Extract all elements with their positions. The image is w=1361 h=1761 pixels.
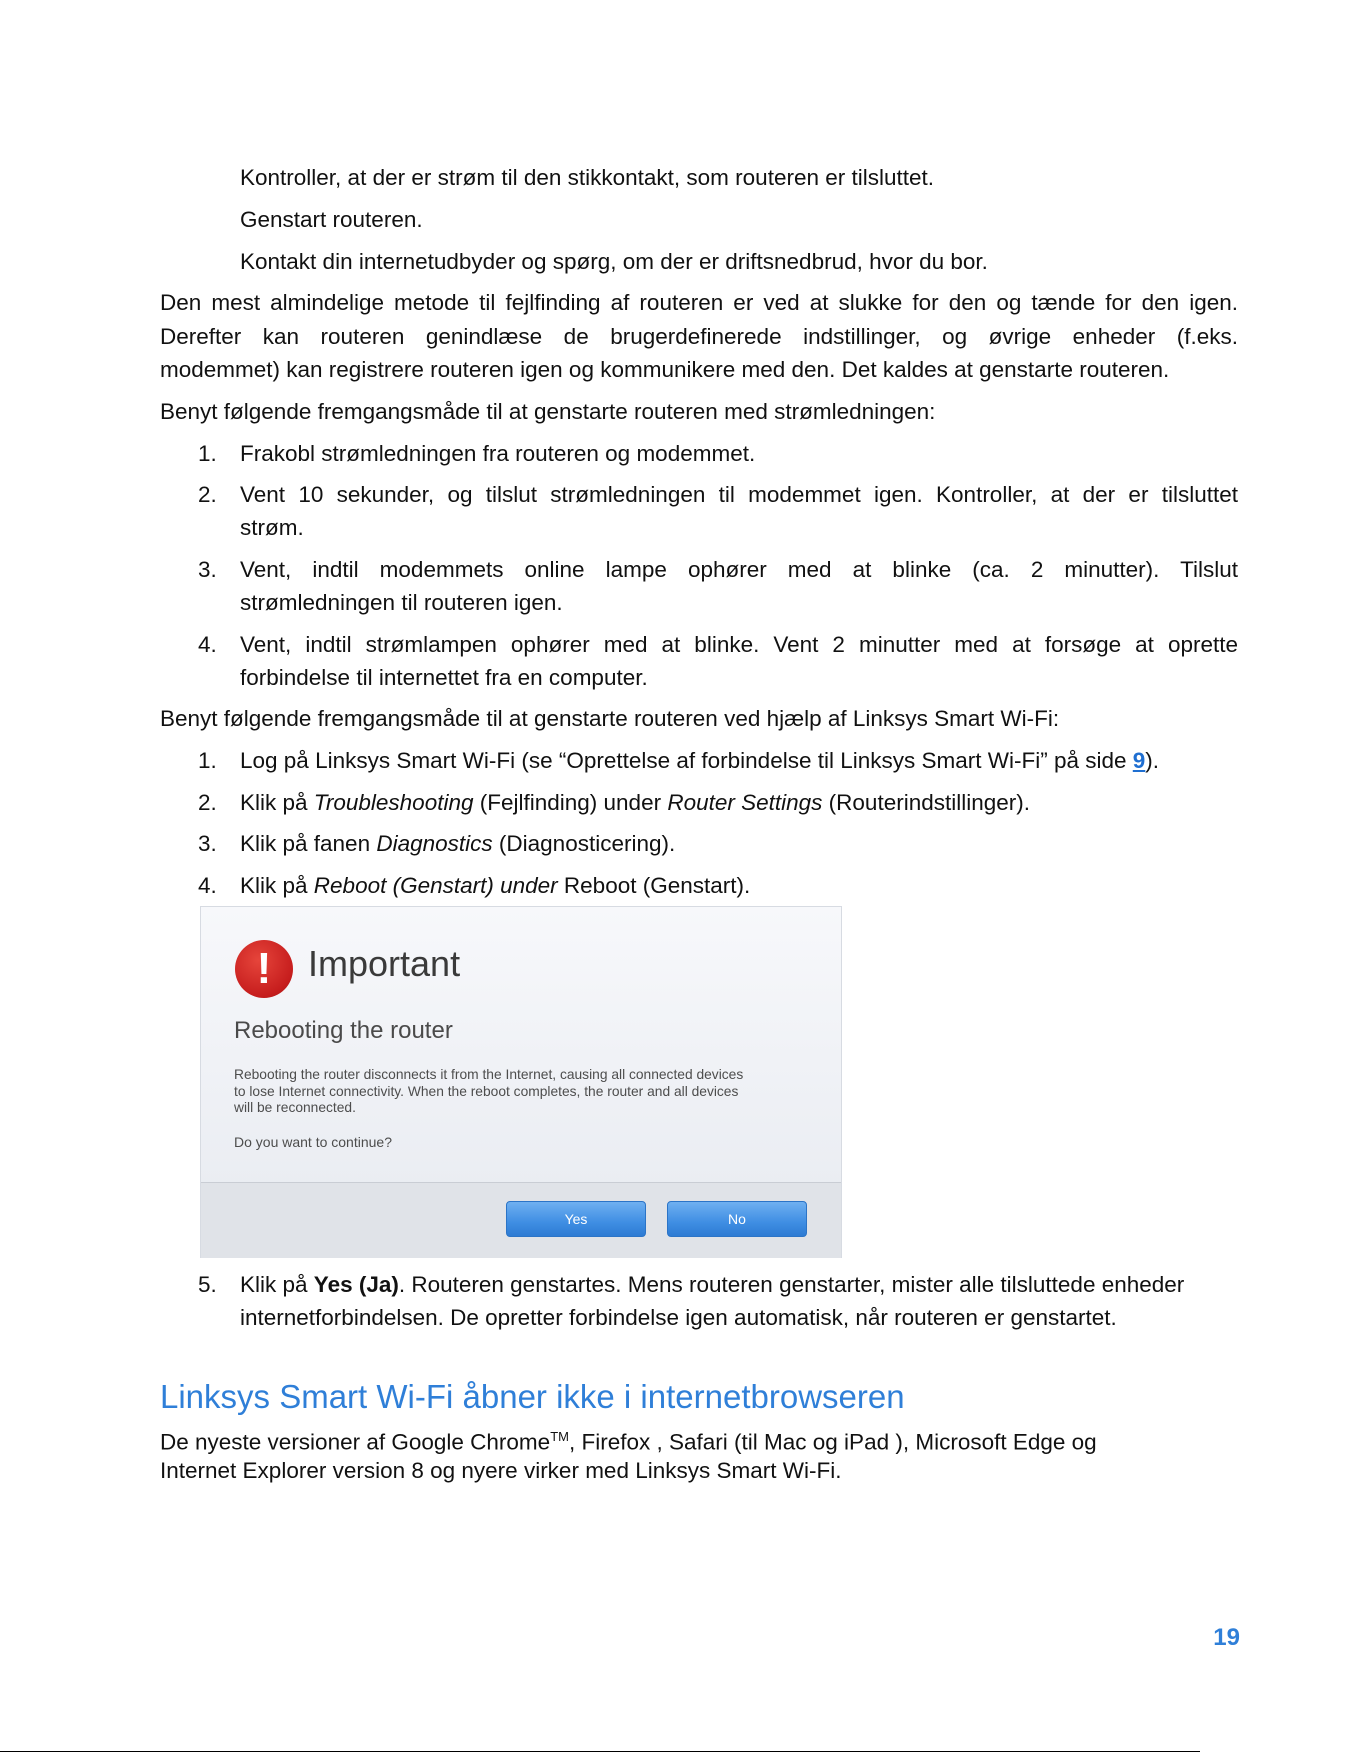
dialog-question: Do you want to continue? <box>234 1134 392 1150</box>
wifi-step-4 <box>240 869 750 902</box>
power-step-1-number: 1. <box>198 441 217 466</box>
diagnostics-term: Diagnostics <box>376 831 493 856</box>
wifi-step-3-a: Klik på fanen <box>240 831 377 856</box>
dialog-subtitle: Rebooting the router <box>234 1017 453 1044</box>
yes-button[interactable]: Yes <box>506 1201 646 1237</box>
wifi-step-2-a: Klik på <box>240 790 314 815</box>
wifi-step-2-c: (Fejlfinding) under <box>473 790 668 815</box>
intro-line-3: modemmet) kan registrere routeren igen og kommunikere med den. Det kaldes at genstarte routeren. <box>160 357 1170 382</box>
yes-ja-term: Yes (Ja) <box>313 1272 399 1297</box>
power-step-2-number: 2. <box>198 482 217 507</box>
check-item-2: Genstart routeren. <box>240 207 423 232</box>
power-step-3-number: 3. <box>198 557 217 582</box>
wifi-step-5-c: . Routeren genstartes. Mens routeren genstarter, mister alle tilsluttede enheder <box>398 1272 1185 1297</box>
power-step-1: Frakobl strømledningen fra routeren og modemmet. <box>240 441 756 466</box>
power-step-3-line-2: strømledningen til routeren igen. <box>240 590 563 615</box>
check-item-3: Kontakt din internetudbyder og spørg, om der er driftsnedbrud, hvor du bor. <box>240 249 988 274</box>
dialog-body-line-3: will be reconnected. <box>234 1100 356 1115</box>
reboot-term: Reboot (Genstart) under <box>313 873 558 898</box>
wifi-step-1-text: Log på Linksys Smart Wi-Fi (se “Oprettelse af forbindelse til Linksys Smart Wi-Fi” på side <box>240 748 1133 773</box>
wifi-step-5-a: Klik på <box>240 1272 314 1297</box>
dialog-body <box>234 1067 814 1117</box>
wifi-step-2-e: (Routerindstillinger). <box>822 790 1030 815</box>
wifi-step-2-number: 2. <box>198 790 217 815</box>
power-step-2-line-2: strøm. <box>240 515 304 540</box>
page-9-link[interactable]: 9 <box>1132 748 1146 773</box>
power-step-3-line-1: Vent, indtil modemmets online lampe ophører med at blinke (ca. 2 minutter). Tilslut <box>240 557 1238 582</box>
wifi-step-1 <box>240 744 1159 777</box>
browser-line-1-a: De nyeste versioner af Google Chrome <box>160 1429 551 1455</box>
wifi-step-5-line-1 <box>240 1268 1184 1301</box>
router-settings-term: Router Settings <box>667 790 823 815</box>
no-button[interactable]: No <box>667 1201 807 1237</box>
power-step-4-line-2: forbindelse til internettet fra en computer. <box>240 665 648 690</box>
wifi-step-1-number: 1. <box>198 748 217 773</box>
power-intro: Benyt følgende fremgangsmåde til at genstarte routeren med strømledningen: <box>160 399 936 424</box>
power-step-2-line-1: Vent 10 sekunder, og tilslut strømledningen til modemmet igen. Kontroller, at der er tilsluttet <box>240 482 1238 507</box>
browser-line-1-b: , Firefox , Safari (til Mac og iPad ), Microsoft Edge og <box>568 1429 1097 1455</box>
wifi-step-4-number: 4. <box>198 873 217 898</box>
wifi-step-4-c: Reboot (Genstart). <box>557 873 751 898</box>
section-heading: Linksys Smart Wi-Fi åbner ikke i internetbrowseren <box>160 1378 905 1415</box>
check-item-1: Kontroller, at der er strøm til den stikkontakt, som routeren er tilsluttet. <box>240 165 935 190</box>
trademark-mark: TM <box>550 1429 569 1444</box>
wifi-step-3-c: (Diagnosticering). <box>492 831 676 856</box>
wifi-step-1-end: ). <box>1145 748 1160 773</box>
intro-line-2: Derefter kan routeren genindlæse de brugerdefinerede indstillinger, og øvrige enheder (f.eks. <box>160 324 1238 349</box>
dialog-title: Important <box>308 943 461 984</box>
dialog-footer <box>201 1182 841 1258</box>
intro-line-1: Den mest almindelige metode til fejlfinding af routeren er ved at slukke for den og tænde for den igen. <box>160 290 1238 315</box>
footer-rule <box>0 1751 1200 1752</box>
wifi-step-5-line-2: internetforbindelsen. De opretter forbindelse igen automatisk, når routeren er genstartet. <box>240 1305 1117 1330</box>
power-step-4-line-1: Vent, indtil strømlampen ophører med at blinke. Vent 2 minutter med at forsøge at oprette <box>240 632 1238 657</box>
wifi-intro: Benyt følgende fremgangsmåde til at genstarte routeren ved hjælp af Linksys Smart Wi-Fi: <box>160 706 1060 731</box>
wifi-step-5-number: 5. <box>198 1272 217 1297</box>
wifi-step-3 <box>240 827 675 860</box>
wifi-step-3-number: 3. <box>198 831 217 856</box>
wifi-step-2 <box>240 786 1030 819</box>
reboot-dialog-screenshot <box>200 906 842 1258</box>
browser-line-2: Internet Explorer version 8 og nyere virker med Linksys Smart Wi-Fi. <box>160 1458 842 1483</box>
troubleshooting-term: Troubleshooting <box>313 790 474 815</box>
power-step-4-number: 4. <box>198 632 217 657</box>
dialog-body-line-2: to lose Internet connectivity. When the reboot completes, the router and all devices <box>234 1083 739 1099</box>
page-number: 19 <box>1213 1624 1240 1651</box>
browser-line-1 <box>160 1420 1097 1459</box>
dialog-body-line-1: Rebooting the router disconnects it from the Internet, causing all connected devices <box>234 1067 744 1082</box>
wifi-step-4-a: Klik på <box>240 873 314 898</box>
exclamation-icon: ! <box>235 940 293 998</box>
